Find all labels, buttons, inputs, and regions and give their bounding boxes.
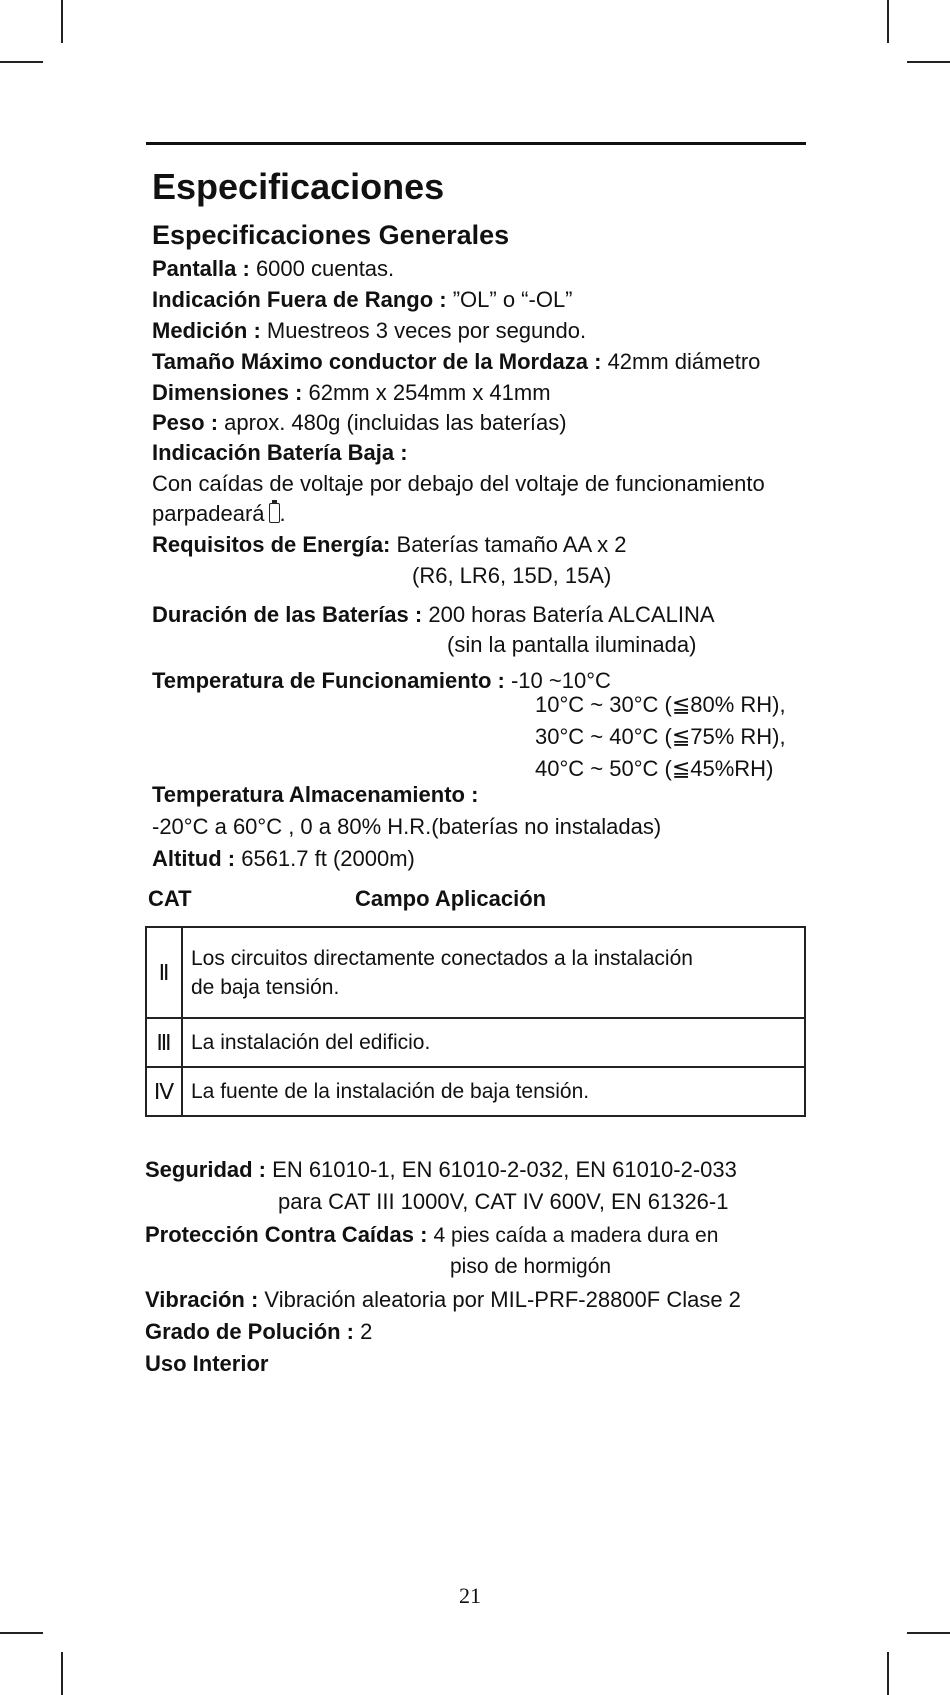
spec-temp-func-value3: 30°C ~ 40°C (≦75% RH), (535, 724, 786, 749)
spec-caidas: Protección Contra Caídas : 4 pies caída a madera dura en (145, 1222, 719, 1247)
crop-mark (61, 0, 63, 43)
spec-rango: Indicación Fuera de Rango : ”OL” o “-OL” (152, 287, 573, 312)
spec-energia-value2: (R6, LR6, 15D, 15A) (412, 563, 612, 588)
battery-icon (269, 503, 280, 523)
campo-cell: La fuente de la instalación de baja tensión. (182, 1067, 805, 1116)
spec-polucion: Grado de Polución : 2 (145, 1319, 373, 1344)
section-title: Especificaciones Generales (152, 220, 510, 250)
page-number: 21 (459, 1583, 481, 1608)
spec-temp-alm-value: -20°C a 60°C , 0 a 80% H.R.(baterías no instaladas) (152, 814, 662, 839)
crop-mark (907, 61, 950, 63)
page-title: Especificaciones (152, 166, 445, 207)
spec-temp-alm: Temperatura Almacenamiento : (152, 782, 479, 807)
campo-cell: Los circuitos directamente conectados a la instalación de baja tensión. (182, 927, 805, 1018)
crop-mark (0, 61, 43, 63)
spec-duracion-value2: (sin la pantalla iluminada) (447, 632, 697, 657)
spec-mordaza: Tamaño Máximo conductor de la Mordaza : 42mm diámetro (152, 349, 761, 374)
spec-peso: Peso : aprox. 480g (incluidas las baterías) (152, 410, 567, 435)
crop-mark (61, 1652, 63, 1695)
spec-temp-func-value4: 40°C ~ 50°C (≦45%RH) (535, 756, 774, 781)
spec-temp-func-value2: 10°C ~ 30°C (≦80% RH), (535, 692, 786, 717)
spec-bateria-baja-text2: parpadeará . (152, 501, 286, 526)
crop-mark (887, 1652, 889, 1695)
spec-seguridad-value2: para CAT III 1000V, CAT IV 600V, EN 61326-1 (278, 1189, 729, 1214)
table-row (146, 1067, 805, 1116)
spec-duracion: Duración de las Baterías : 200 horas Batería ALCALINA (152, 602, 715, 627)
crop-mark (907, 1632, 950, 1634)
spec-energia: Requisitos de Energía: Baterías tamaño AA x 2 (152, 532, 627, 557)
spec-seguridad: Seguridad : EN 61010-1, EN 61010-2-032, EN 61010-2-033 (145, 1157, 737, 1182)
table-row (146, 927, 805, 1018)
cat-cell: Ⅲ (146, 1018, 182, 1067)
header-rule (146, 142, 806, 145)
spec-caidas-value2: piso de hormigón (450, 1255, 612, 1278)
campo-header: Campo Aplicación (355, 886, 547, 911)
spec-bateria-baja-text: Con caídas de voltaje por debajo del voltaje de funcionamiento (152, 471, 765, 496)
spec-altitud: Altitud : 6561.7 ft (2000m) (152, 846, 415, 871)
crop-mark (887, 0, 889, 43)
spec-vibracion: Vibración : Vibración aleatoria por MIL-PRF-28800F Clase 2 (145, 1287, 741, 1312)
table-row (146, 1018, 805, 1067)
cat-cell: Ⅱ (146, 927, 182, 1018)
cat-table (145, 926, 806, 1117)
spec-uso: Uso Interior (145, 1351, 269, 1376)
crop-mark (0, 1632, 43, 1634)
spec-pantalla: Pantalla : 6000 cuentas. (152, 256, 395, 281)
spec-dimensiones: Dimensiones : 62mm x 254mm x 41mm (152, 380, 551, 405)
cat-header: CAT (148, 886, 192, 911)
spec-bateria-baja: Indicación Batería Baja : (152, 440, 408, 465)
spec-temp-func: Temperatura de Funcionamiento : -10 ~10°C (152, 668, 611, 693)
spec-medicion: Medición : Muestreos 3 veces por segundo. (152, 318, 587, 343)
campo-cell: La instalación del edificio. (182, 1018, 805, 1067)
cat-cell: Ⅳ (146, 1067, 182, 1116)
